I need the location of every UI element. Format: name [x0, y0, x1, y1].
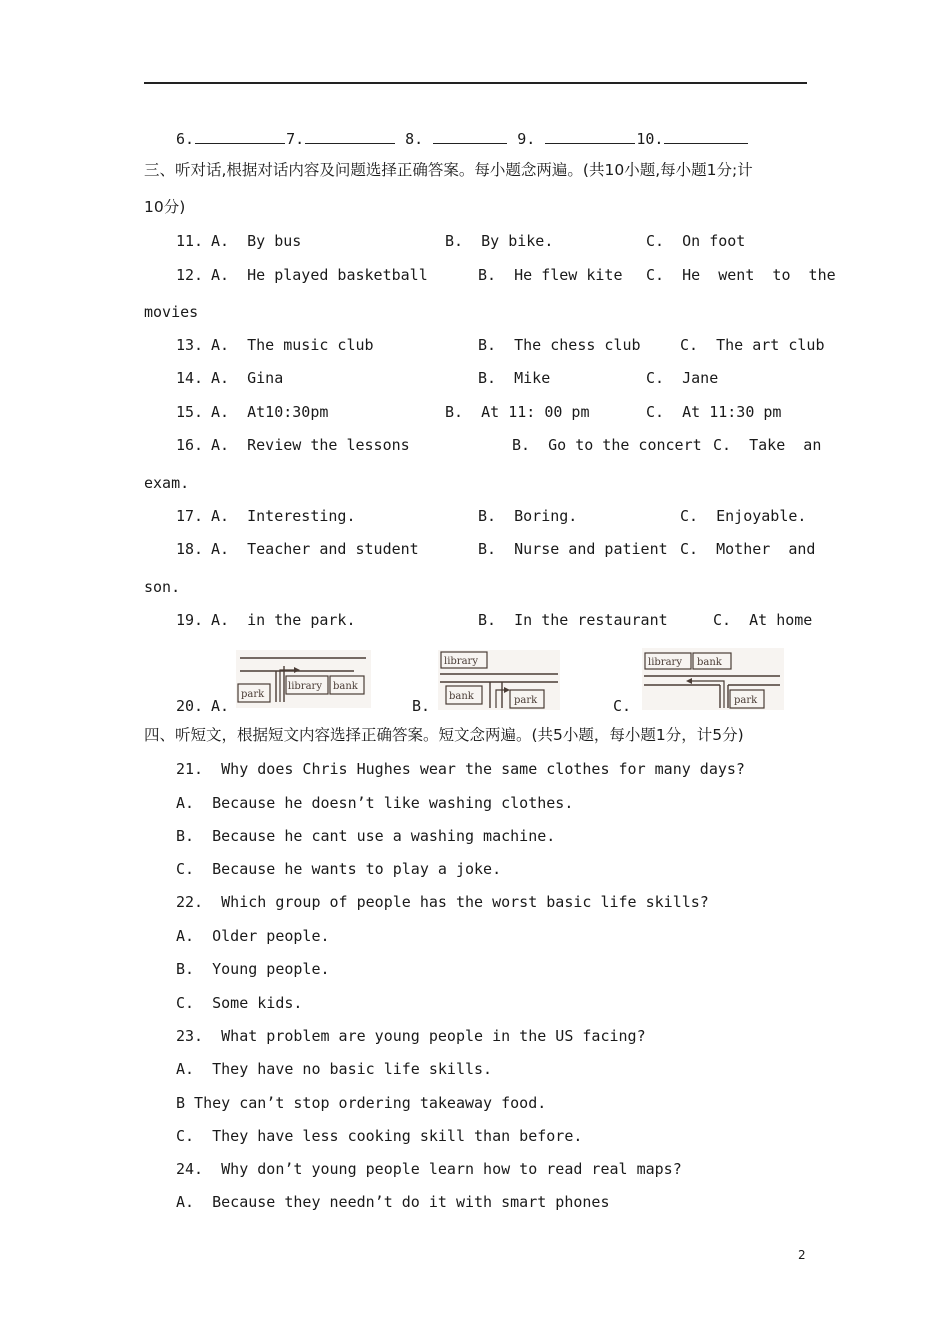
- q22-option-a[interactable]: A. Older people.: [176, 927, 330, 945]
- section4-heading: 四、听短文，根据短文内容选择正确答案。短文念两遍。(共5小题，每小题1分，计5分): [144, 726, 744, 744]
- q15-option-b[interactable]: B. At 11: 00 pm: [445, 403, 590, 421]
- map-a-library-label: library: [288, 681, 322, 692]
- q18-option-b[interactable]: B. Nurse and patient: [478, 540, 668, 558]
- q24-option-a[interactable]: A. Because they needn’t do it with smart phones: [176, 1193, 610, 1211]
- q14-option-b[interactable]: B. Mike: [478, 369, 551, 387]
- page-number: 2: [798, 1248, 806, 1262]
- blank-label-9: 9.: [517, 130, 536, 148]
- map-c-bank-label: bank: [697, 657, 722, 668]
- q15-option-c[interactable]: C. At 11:30 pm: [646, 403, 782, 421]
- q11-option-c[interactable]: C. On foot: [646, 232, 746, 250]
- q12-option-c[interactable]: C. He went to the: [646, 266, 836, 284]
- blank-label-8: 8.: [405, 130, 424, 148]
- q17-number: 17.: [176, 507, 204, 525]
- map-a-park-label: park: [241, 689, 265, 700]
- q13-number: 13.: [176, 336, 204, 354]
- q20-map-c[interactable]: [642, 648, 784, 710]
- q21-option-a[interactable]: A. Because he doesn’t like washing clothes.: [176, 794, 574, 812]
- map-b-bank-label: bank: [449, 691, 474, 702]
- q13-option-c[interactable]: C. The art club: [680, 336, 825, 354]
- q23-option-c[interactable]: C. They have less cooking skill than before.: [176, 1127, 583, 1145]
- q14-option-a[interactable]: A. Gina: [211, 369, 284, 387]
- q14-number: 14.: [176, 369, 204, 387]
- map-b-park-label: park: [514, 695, 538, 706]
- q18-option-c-cont: son.: [144, 578, 181, 596]
- answer-blanks-row: [176, 128, 749, 149]
- q12-option-b[interactable]: B. He flew kite: [478, 266, 623, 284]
- q20-option-c-label[interactable]: C.: [613, 697, 632, 715]
- q22-option-b[interactable]: B. Young people.: [176, 960, 330, 978]
- q22-stem: 22. Which group of people has the worst basic life skills?: [176, 893, 709, 911]
- q16-option-a[interactable]: A. Review the lessons: [211, 436, 410, 454]
- q23-stem: 23. What problem are young people in the US facing?: [176, 1027, 646, 1045]
- q18-option-a[interactable]: A. Teacher and student: [211, 540, 419, 558]
- answer-blank-8[interactable]: [433, 128, 507, 144]
- q17-option-c[interactable]: C. Enjoyable.: [680, 507, 807, 525]
- q17-option-a[interactable]: A. Interesting.: [211, 507, 356, 525]
- q24-stem: 24. Why don’t young people learn how to read real maps?: [176, 1160, 682, 1178]
- map-b-library-label: library: [444, 656, 478, 667]
- q22-option-c[interactable]: C. Some kids.: [176, 994, 303, 1012]
- map-a-bank-label: bank: [333, 681, 358, 692]
- q15-option-a[interactable]: A. At10:30pm: [211, 403, 329, 421]
- q16-option-c-cont: exam.: [144, 474, 190, 492]
- blank-label-10: 10.: [636, 130, 664, 148]
- map-c-park-label: park: [734, 695, 758, 706]
- blank-label-7: 7.: [286, 130, 305, 148]
- q13-option-a[interactable]: A. The music club: [211, 336, 374, 354]
- q12-number: 12.: [176, 266, 204, 284]
- header-rule: [144, 82, 807, 84]
- q19-option-a[interactable]: A. in the park.: [211, 611, 356, 629]
- q11-option-b[interactable]: B. By bike.: [445, 232, 554, 250]
- q16-option-b[interactable]: B. Go to the concert: [512, 436, 702, 454]
- q19-option-b[interactable]: B. In the restaurant: [478, 611, 668, 629]
- q11-number: 11.: [176, 232, 204, 250]
- q21-option-c[interactable]: C. Because he wants to play a joke.: [176, 860, 502, 878]
- q21-stem: 21. Why does Chris Hughes wear the same clothes for many days?: [176, 760, 745, 778]
- q12-option-a[interactable]: A. He played basketball: [211, 266, 428, 284]
- q15-number: 15.: [176, 403, 204, 421]
- q21-option-b[interactable]: B. Because he cant use a washing machine.: [176, 827, 556, 845]
- q20-number: 20.: [176, 697, 204, 715]
- section3-heading: 三、听对话,根据对话内容及问题选择正确答案。每小题念两遍。(共10小题,每小题1分;计: [144, 161, 753, 179]
- q19-number: 19.: [176, 611, 204, 629]
- q16-number: 16.: [176, 436, 204, 454]
- q18-number: 18.: [176, 540, 204, 558]
- answer-blank-10[interactable]: [664, 128, 748, 144]
- section3-heading-cont: 10分): [144, 198, 186, 216]
- q20-option-b-label[interactable]: B.: [412, 697, 431, 715]
- q17-option-b[interactable]: B. Boring.: [478, 507, 578, 525]
- q23-option-a[interactable]: A. They have no basic life skills.: [176, 1060, 493, 1078]
- q23-option-b[interactable]: B They can’t stop ordering takeaway food.: [176, 1094, 547, 1112]
- q19-option-c[interactable]: C. At home: [713, 611, 813, 629]
- answer-blank-6[interactable]: [195, 128, 285, 144]
- q13-option-b[interactable]: B. The chess club: [478, 336, 641, 354]
- q11-option-a[interactable]: A. By bus: [211, 232, 302, 250]
- q20-map-a[interactable]: [236, 650, 371, 708]
- answer-blank-7[interactable]: [305, 128, 395, 144]
- q20-option-a-label[interactable]: A.: [211, 697, 230, 715]
- answer-blank-9[interactable]: [545, 128, 635, 144]
- map-c-library-label: library: [648, 657, 682, 668]
- blank-label-6: 6.: [176, 130, 195, 148]
- q20-map-b[interactable]: [438, 650, 560, 710]
- q12-option-c-cont: movies: [144, 303, 199, 321]
- q18-option-c[interactable]: C. Mother and: [680, 540, 816, 558]
- q16-option-c[interactable]: C. Take an: [713, 436, 822, 454]
- q14-option-c[interactable]: C. Jane: [646, 369, 719, 387]
